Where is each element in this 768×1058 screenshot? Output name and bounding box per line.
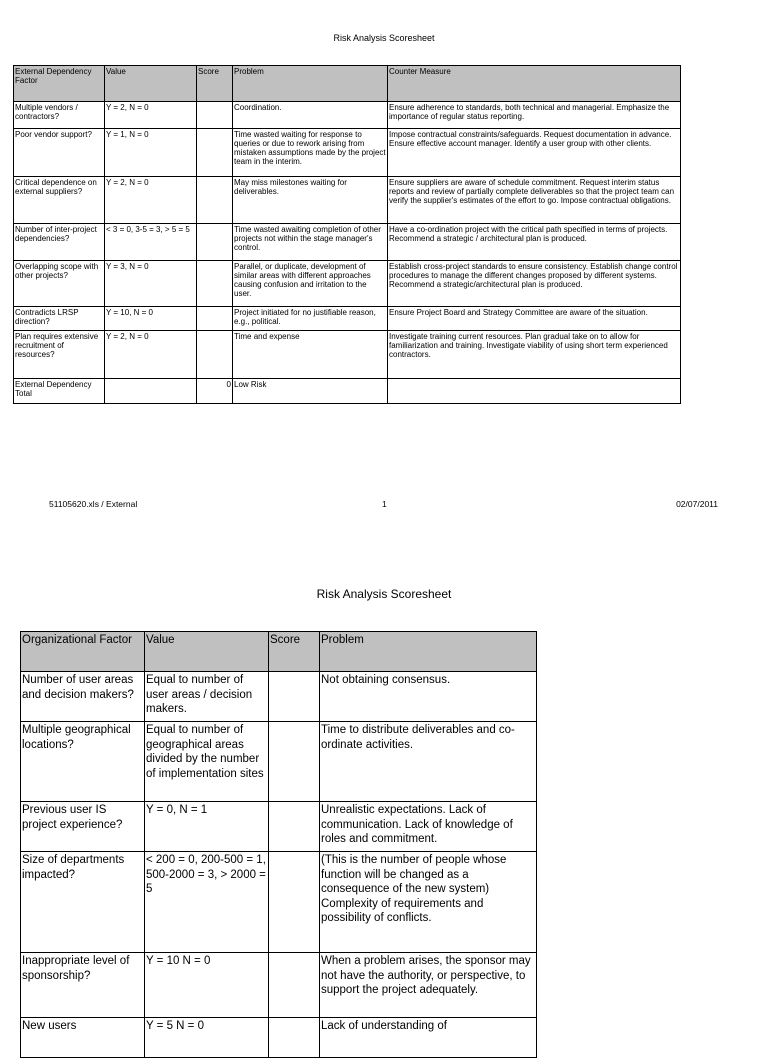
factor-cell: Multiple geographical locations?: [21, 722, 145, 802]
external-dependency-table: [13, 65, 681, 404]
problem-cell: Not obtaining consensus.: [320, 672, 537, 722]
problem-cell: Low Risk: [233, 379, 388, 404]
factor-cell: Number of user areas and decision makers?: [21, 672, 145, 722]
value-cell: Y = 10 N = 0: [145, 953, 269, 1018]
problem-cell: Parallel, or duplicate, development of similar areas with different approaches causing confusion and irritation to the user.: [233, 261, 388, 307]
table-row: [21, 672, 537, 722]
score-cell: [197, 177, 233, 224]
table-header-row: [14, 66, 681, 102]
factor-cell: Contradicts LRSP direction?: [14, 307, 105, 331]
factor-cell: External Dependency Total: [14, 379, 105, 404]
value-cell: [105, 379, 197, 404]
problem-cell: Time and expense: [233, 331, 388, 379]
table-row: [14, 224, 681, 261]
factor-cell: Poor vendor support?: [14, 129, 105, 177]
factor-cell: Plan requires extensive recruitment of resources?: [14, 331, 105, 379]
score-cell: [269, 953, 320, 1018]
table-row: [14, 261, 681, 307]
score-cell: [269, 672, 320, 722]
counter-measure-cell: Ensure Project Board and Strategy Committee are aware of the situation.: [388, 307, 681, 331]
value-cell: Y = 5 N = 0: [145, 1018, 269, 1058]
factor-cell: Size of departments impacted?: [21, 852, 145, 953]
table-row: [21, 852, 537, 953]
value-cell: Y = 0, N = 1: [145, 802, 269, 852]
value-cell: Y = 3, N = 0: [105, 261, 197, 307]
table-header-row: [21, 632, 537, 672]
problem-cell: Coordination.: [233, 102, 388, 129]
column-header: Value: [105, 66, 197, 102]
value-cell: < 3 = 0, 3-5 = 3, > 5 = 5: [105, 224, 197, 261]
page-title: Risk Analysis Scoresheet: [333, 33, 435, 43]
score-cell: [269, 722, 320, 802]
score-cell: [197, 129, 233, 177]
organizational-factor-table: [20, 631, 537, 1058]
problem-cell: When a problem arises, the sponsor may not have the authority, or perspective, to support the project adequately.: [320, 953, 537, 1018]
column-header: Problem: [233, 66, 388, 102]
footer-page-number: 1: [382, 499, 387, 509]
column-header: Score: [269, 632, 320, 672]
page-title: Risk Analysis Scoresheet: [316, 587, 452, 601]
counter-measure-cell: Establish cross-project standards to ensure consistency. Establish change control procedures to manage the different changes proposed by different systems. Recommend a strategic/architectural plan is produced.: [388, 261, 681, 307]
column-header: Score: [197, 66, 233, 102]
value-cell: Y = 10, N = 0: [105, 307, 197, 331]
footer-filename: 51105620.xls / External: [49, 499, 138, 509]
counter-measure-cell: Investigate training current resources. Plan gradual take on to allow for familiarization and training. Investigate viability of using short term experienced contractors.: [388, 331, 681, 379]
table-row: [14, 307, 681, 331]
column-header: Problem: [320, 632, 537, 672]
table-row: [14, 177, 681, 224]
factor-cell: New users: [21, 1018, 145, 1058]
value-cell: Y = 2, N = 0: [105, 331, 197, 379]
problem-cell: Time wasted awaiting completion of other projects not within the stage manager's control.: [233, 224, 388, 261]
factor-cell: Multiple vendors / contractors?: [14, 102, 105, 129]
counter-measure-cell: Ensure suppliers are aware of schedule commitment. Request interim status reports and review of partially complete deliverables so that the project team can verify the supplier's estimates of the effort to go. Impose contractual obligations.: [388, 177, 681, 224]
table-row: [14, 331, 681, 379]
problem-cell: Project initiated for no justifiable reason, e.g., political.: [233, 307, 388, 331]
counter-measure-cell: Have a co-ordination project with the critical path specified in terms of projects. Recommend a strategic / architectural plan is produced.: [388, 224, 681, 261]
score-cell: [269, 852, 320, 953]
value-cell: < 200 = 0, 200-500 = 1, 500-2000 = 3, > 2000 = 5: [145, 852, 269, 953]
problem-cell: Time to distribute deliverables and co-ordinate activities.: [320, 722, 537, 802]
score-cell: [269, 802, 320, 852]
score-cell: [197, 307, 233, 331]
factor-cell: Number of inter-project dependencies?: [14, 224, 105, 261]
problem-cell: May miss milestones waiting for deliverables.: [233, 177, 388, 224]
score-cell: 0: [197, 379, 233, 404]
problem-cell: Time wasted waiting for response to queries or due to rework arising from mistaken assumptions made by the project team in the interim.: [233, 129, 388, 177]
value-cell: Y = 2, N = 0: [105, 102, 197, 129]
factor-cell: Inappropriate level of sponsorship?: [21, 953, 145, 1018]
problem-cell: Unrealistic expectations. Lack of communication. Lack of knowledge of roles and commitment.: [320, 802, 537, 852]
column-header: Value: [145, 632, 269, 672]
value-cell: Equal to number of user areas / decision makers.: [145, 672, 269, 722]
column-header: Counter Measure: [388, 66, 681, 102]
problem-cell: Lack of understanding of: [320, 1018, 537, 1058]
factor-cell: Overlapping scope with other projects?: [14, 261, 105, 307]
table-row: [14, 102, 681, 129]
score-cell: [197, 102, 233, 129]
table-row: [14, 129, 681, 177]
score-cell: [197, 261, 233, 307]
score-cell: [197, 224, 233, 261]
score-cell: [197, 331, 233, 379]
value-cell: Equal to number of geographical areas divided by the number of implementation sites: [145, 722, 269, 802]
total-row: [14, 379, 681, 404]
problem-cell: (This is the number of people whose function will be changed as a consequence of the new system) Complexity of requirements and possibility of conflicts.: [320, 852, 537, 953]
table-row: [21, 953, 537, 1018]
column-header: External Dependency Factor: [14, 66, 105, 102]
value-cell: Y = 1, N = 0: [105, 129, 197, 177]
counter-measure-cell: Impose contractual constraints/safeguards. Request documentation in advance. Ensure effective account manager. Identify a user group with other clients.: [388, 129, 681, 177]
footer-date: 02/07/2011: [676, 499, 718, 509]
counter-measure-cell: Ensure adherence to standards, both technical and managerial. Emphasize the importance of regular status reporting.: [388, 102, 681, 129]
column-header: Organizational Factor: [21, 632, 145, 672]
table-row: [21, 802, 537, 852]
counter-measure-cell: [388, 379, 681, 404]
factor-cell: Critical dependence on external suppliers?: [14, 177, 105, 224]
factor-cell: Previous user IS project experience?: [21, 802, 145, 852]
value-cell: Y = 2, N = 0: [105, 177, 197, 224]
table-row: [21, 722, 537, 802]
